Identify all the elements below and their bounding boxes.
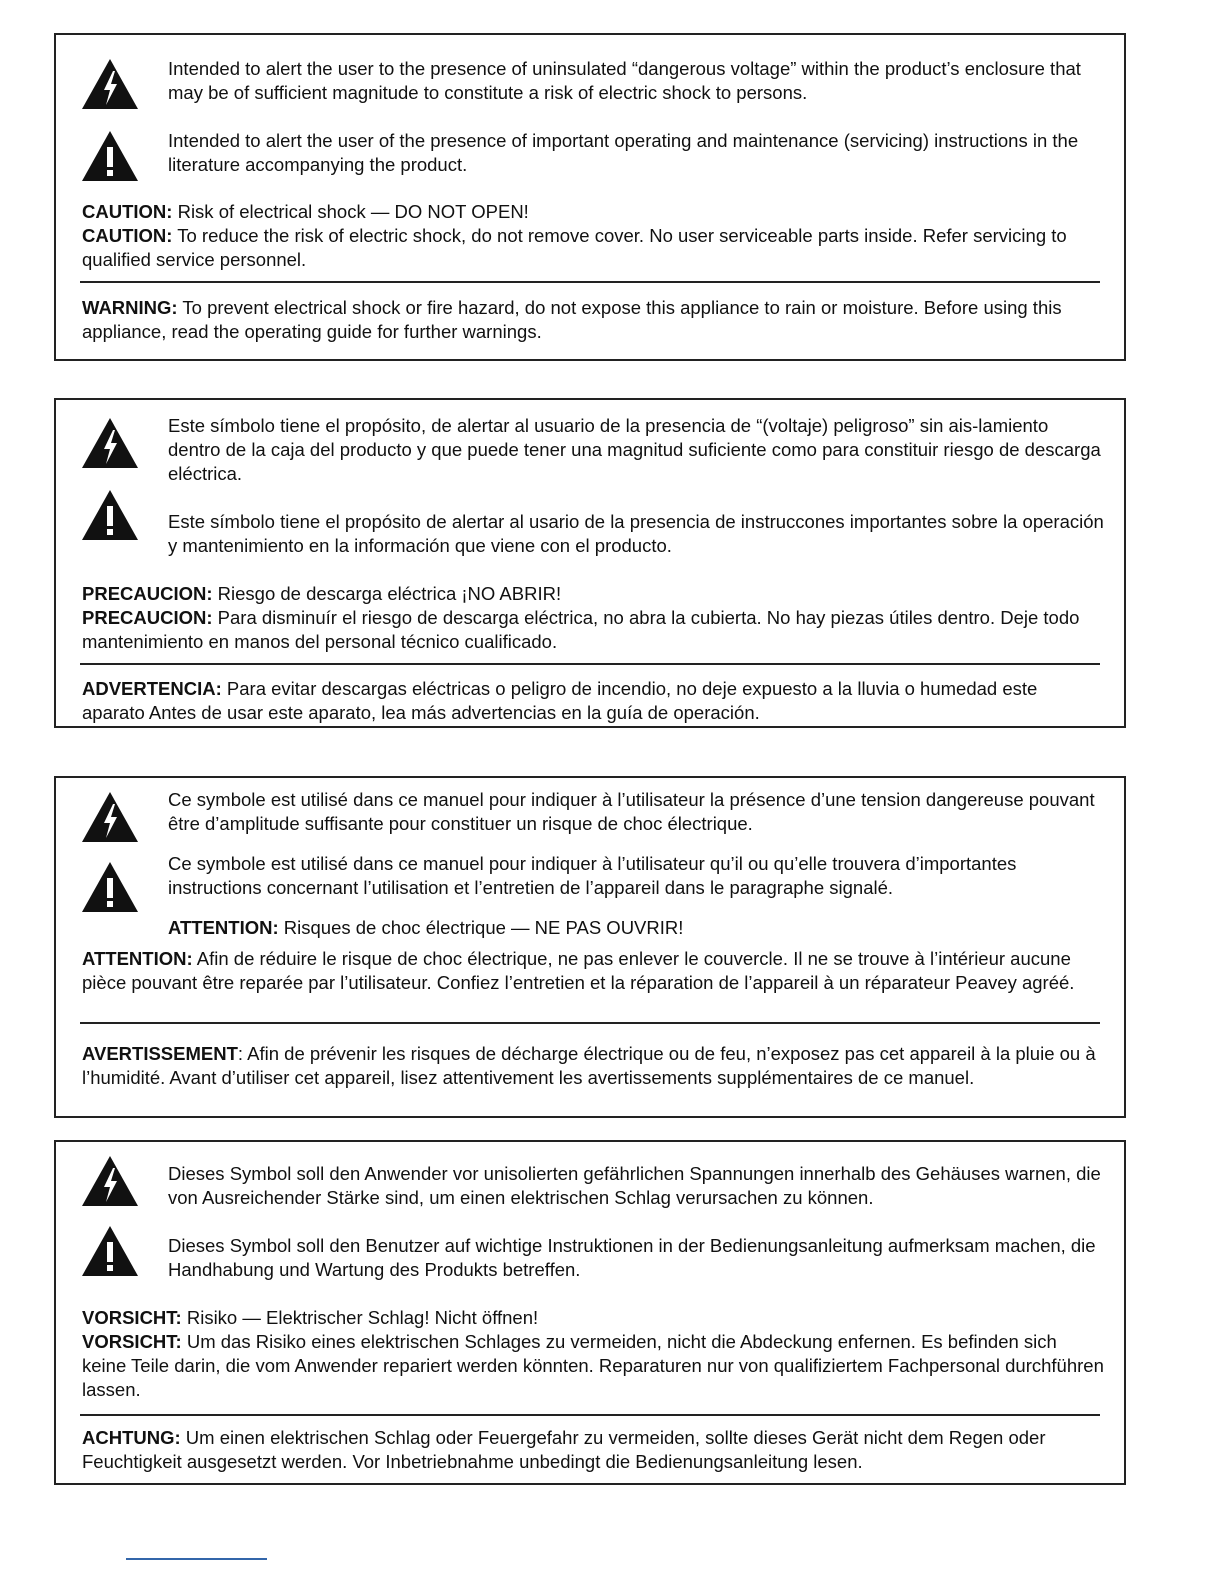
lightning-warning-icon — [80, 57, 140, 111]
divider — [80, 1414, 1100, 1416]
exclamation-warning-icon — [80, 129, 140, 183]
german-caution-1: VORSICHT: Risiko — Elektrischer Schlag! Nicht öffnen! — [82, 1307, 539, 1328]
lightning-warning-icon — [80, 416, 140, 470]
spanish-caution-block — [82, 582, 1104, 654]
spanish-warning: ADVERTENCIA: Para evitar descargas eléctricas o peligro de incendio, no deje expuesto a la lluvia o humedad este aparato Antes de usar este aparato, lea más advertencias en la guía de operación. — [82, 678, 1038, 723]
french-safety-box — [54, 776, 1126, 1118]
spanish-caution-1: PRECAUCION: Riesgo de descarga eléctrica ¡NO ABRIR! — [82, 583, 562, 604]
french-caution-2: ATTENTION: Afin de réduire le risque de choc électrique, ne pas enlever le couvercle. Il ne se trouve à l’intérieur aucune pièce pouvant être reparée par l’utilisateur. Confiez l’entretien et la réparation de l’appareil à un réparateur Peavey agréé. — [82, 948, 1075, 993]
english-caution-2: CAUTION: To reduce the risk of electric shock, do not remove cover. No user serviceable parts inside. Refer servicing to qualified service personnel. — [82, 225, 1067, 270]
spanish-voltage-symbol-text: Este símbolo tiene el propósito, de alertar al usuario de la presencia de “(voltaje) peligroso” sin ais-lamiento dentro de la caja del producto y que puede tener una magnitud suficiente como para constituir riesgo de descarga eléctrica. — [168, 415, 1101, 484]
german-warning: ACHTUNG: Um einen elektrischen Schlag oder Feuergefahr zu vermeiden, sollte dieses Gerät nicht dem Regen oder Feuchtigkeit ausgesetzt werden. Vor Inbetriebnahme unbedingt die Bedienungsanleitung lesen. — [82, 1427, 1046, 1472]
english-voltage-symbol-text: Intended to alert the user to the presence of uninsulated “dangerous voltage” within the product’s enclosure that may be of sufficient magnitude to constitute a risk of electric shock to persons. — [168, 58, 1081, 103]
english-caution-1: CAUTION: Risk of electrical shock — DO NOT OPEN! — [82, 201, 529, 222]
page-edge-rule — [126, 1558, 267, 1560]
german-caution-block — [82, 1306, 1104, 1402]
lightning-warning-icon — [80, 1154, 140, 1208]
german-voltage-symbol-text: Dieses Symbol soll den Anwender vor unisolierten gefährlichen Spannungen innerhalb des Gehäuses warnen, die von Ausreichender Stärke sind, um einen elektrischen Schlag verursachen zu können. — [168, 1163, 1101, 1208]
english-caution-block — [82, 200, 1104, 272]
english-instructions-symbol-text: Intended to alert the user of the presence of important operating and maintenance (servicing) instructions in the literature accompanying the product. — [168, 130, 1079, 175]
divider — [80, 281, 1100, 283]
divider — [80, 1022, 1100, 1024]
french-voltage-symbol-text: Ce symbole est utilisé dans ce manuel pour indiquer à l’utilisateur la présence d’une tension dangereuse pouvant être d’amplitude suffisante pour constituer un risque de choc électrique. — [168, 789, 1095, 834]
spanish-caution-2: PRECAUCION: Para disminuír el riesgo de descarga eléctrica, no abra la cubierta. No hay piezas útiles dentro. Deje todo mantenimiento en manos del personal técnico cualificado. — [82, 607, 1080, 652]
lightning-warning-icon — [80, 790, 140, 844]
german-caution-2: VORSICHT: Um das Risiko eines elektrischen Schlages zu vermeiden, nicht die Abdeckung enfernen. Es befinden sich keine Teile darin, die vom Anwender repariert werden könnten. Reparaturen nur von qualifiziertem Fachpersonal durchführen lassen. — [82, 1331, 1104, 1400]
english-safety-box — [54, 33, 1126, 361]
exclamation-warning-icon — [80, 488, 140, 542]
french-caution-1: ATTENTION: Risques de choc électrique — NE PAS OUVRIR! — [168, 917, 684, 938]
exclamation-warning-icon — [80, 1224, 140, 1278]
spanish-instructions-symbol-text: Este símbolo tiene el propósito de alertar al usario de la presencia de instruccones importantes sobre la operación y mantenimiento en la información que viene con el producto. — [168, 511, 1104, 556]
french-warning: AVERTISSEMENT: Afin de prévenir les risques de décharge électrique ou de feu, n’exposez pas cet appareil à la pluie ou à l’humidité. Avant d’utiliser cet appareil, lisez attentivement les avertissements supplémentaires de ce manuel. — [82, 1043, 1096, 1088]
spanish-safety-box — [54, 398, 1126, 728]
french-instructions-symbol-text: Ce symbole est utilisé dans ce manuel pour indiquer à l’utilisateur qu’il ou qu’elle trouvera d’importantes instructions concernant l’utilisation et l’entretien de l’appareil dans le paragraphe signalé. — [168, 853, 1017, 898]
divider — [80, 663, 1100, 665]
german-instructions-symbol-text: Dieses Symbol soll den Benutzer auf wichtige Instruktionen in der Bedienungsanleitung aufmerksam machen, die Handhabung und Wartung des Produkts betreffen. — [168, 1235, 1096, 1280]
german-safety-box — [54, 1140, 1126, 1485]
exclamation-warning-icon — [80, 860, 140, 914]
english-warning: WARNING: To prevent electrical shock or fire hazard, do not expose this appliance to rain or moisture. Before using this appliance, read the operating guide for further warnings. — [82, 297, 1062, 342]
